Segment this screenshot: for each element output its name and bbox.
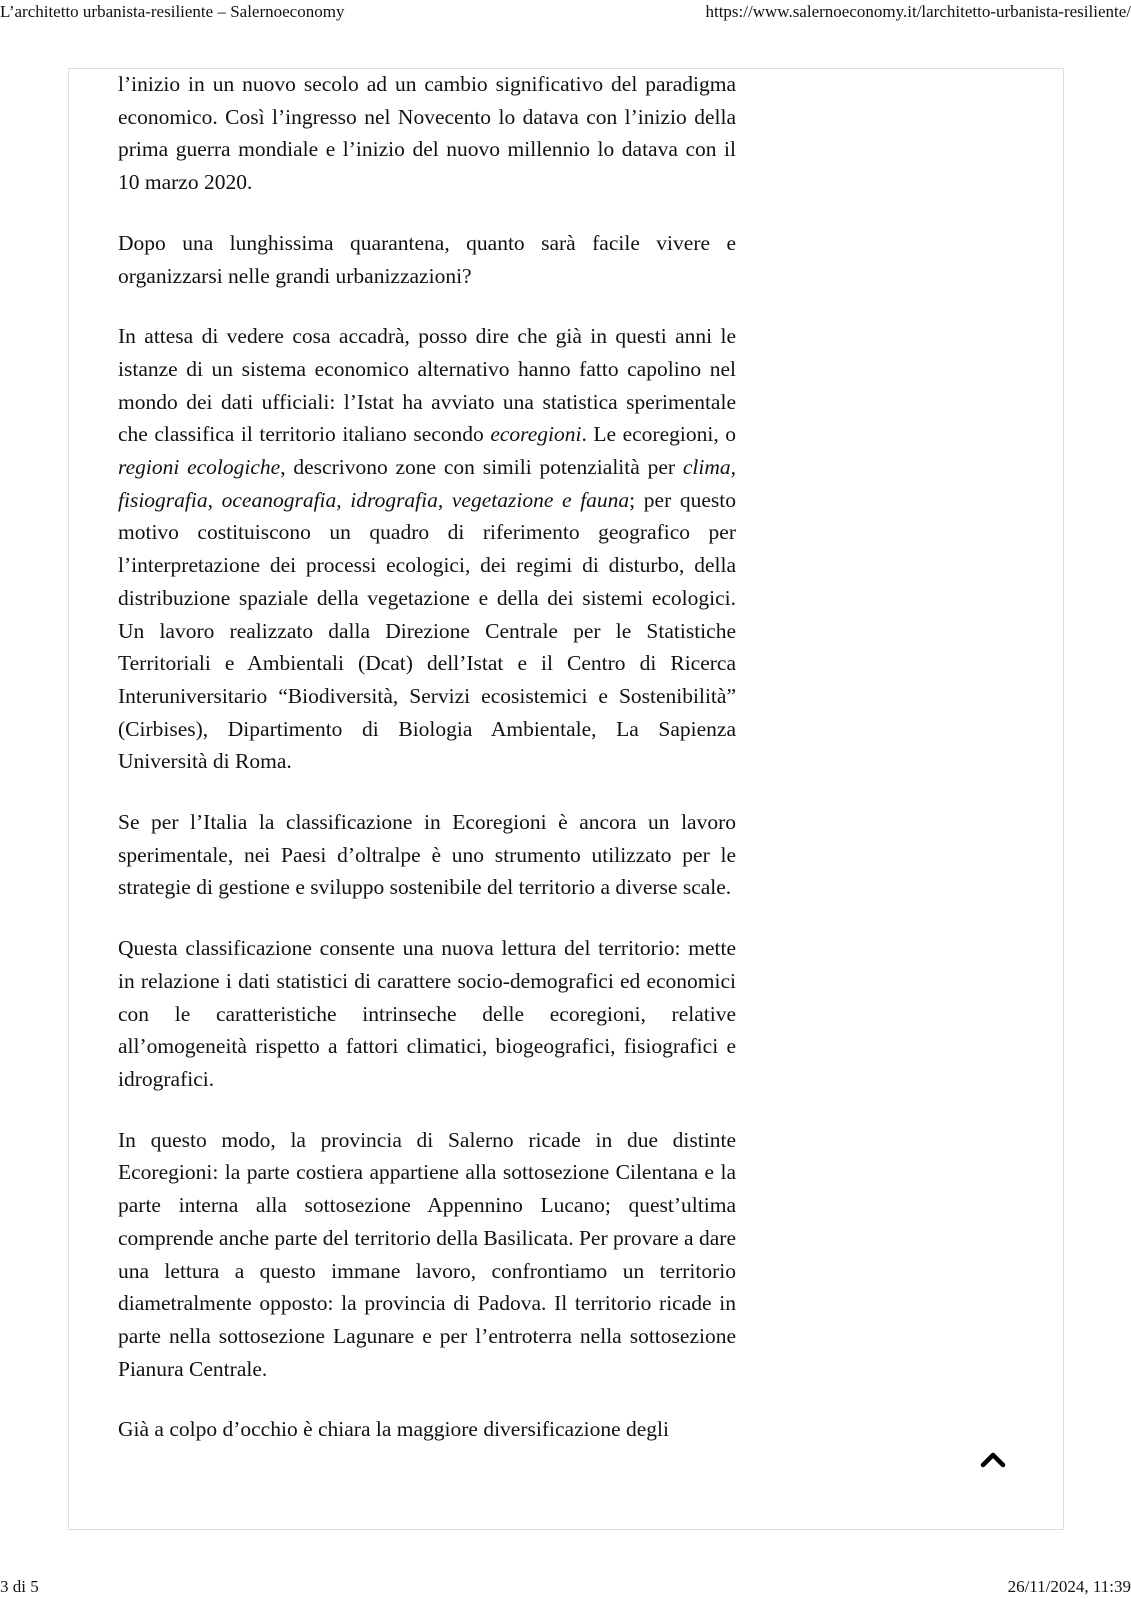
paragraph: l’inizio in un nuovo secolo ad un cambio significativo del paradigma economico. Così l’ingresso nel Novecento lo datava con l’inizio della prima guerra mondiale e l’inizio del nuovo millennio lo datava con il 10 marzo 2020. [118, 72, 736, 195]
paragraph-text: In attesa di vedere cosa accadrà, posso dire che già in questi anni le istanze di un sistema economico alternativo hanno fatto capolino nel mondo dei dati ufficiali: l’Istat ha avviato una statistica sperimentale che classifica il territorio italiano secondo [118, 324, 736, 447]
italic-term: clima, fisiografia, oceanografia, idrografia, vegetazione e fauna [118, 455, 736, 512]
paragraph-text: , descrivono zone con simili potenzialità per [280, 455, 683, 480]
back-to-top-button[interactable] [978, 1448, 1008, 1472]
paragraph: Questa classificazione consente una nuova lettura del territorio: mette in relazione i dati statistici di carattere socio-demografici ed economici con le caratteristiche intrinseche delle ecoregioni, relative all’omogeneità rispetto a fattori climatici, biogeografici, fisiografici e idrografici. [118, 936, 736, 1091]
chevron-up-icon [978, 1448, 1008, 1472]
page-number: 3 di 5 [0, 1577, 39, 1596]
paragraph-text: ; per questo motivo costituiscono un quadro di riferimento geografico per l’interpretazione dei processi ecologici, dei regimi di disturbo, della distribuzione spaziale della vegetazione e della dei sistemi ecologici. Un lavoro realizzato dalla Direzione Centrale per le Statistiche Territoriali e Ambientali (Dcat) dell’Istat e il Centro di Ricerca Interuniversitario “Biodiversità, Servizi ecosistemici e Sostenibilità” (Cirbises), Dipartimento di Biologia Ambientale, La Sapienza Università di Roma. [118, 487, 737, 774]
article-body [118, 68, 736, 1446]
print-datetime: 26/11/2024, 11:39 [1007, 1577, 1131, 1596]
paragraph: Già a colpo d’occhio è chiara la maggiore diversificazione degli [118, 1417, 669, 1442]
print-footer [0, 1577, 1131, 1597]
paragraph: In questo modo, la provincia di Salerno ricade in due distinte Ecoregioni: la parte costiera appartiene alla sottosezione Cilentana e la parte interna alla sottosezione Appennino Lucano; quest’ultima comprende anche parte del territorio della Basilicata. Per provare a dare una lettura a questo immane lavoro, confrontiamo un territorio diametralmente opposto: la provincia di Padova. Il territorio ricade in parte nella sottosezione Lagunare e per l’entroterra nella sottosezione Pianura Centrale. [118, 1127, 736, 1381]
paragraph: Dopo una lunghissima quarantena, quanto sarà facile vivere e organizzarsi nelle grandi urbanizzazioni? [118, 230, 736, 288]
print-header [0, 2, 1131, 22]
paragraph [118, 320, 736, 778]
paragraph-text: . Le ecoregioni, o [581, 422, 736, 447]
paragraph: Se per l’Italia la classificazione in Ecoregioni è ancora un lavoro sperimentale, nei Paesi d’oltralpe è uno strumento utilizzato per le strategie di gestione e sviluppo sostenibile del territorio a diverse scale. [118, 810, 736, 900]
italic-term: regioni ecologiche [118, 455, 281, 480]
page-url: https://www.salernoeconomy.it/larchitetto-urbanista-resiliente/ [705, 2, 1131, 21]
italic-term: ecoregioni [490, 422, 582, 447]
page-title: L’architetto urbanista-resiliente – Salernoeconomy [0, 2, 345, 21]
